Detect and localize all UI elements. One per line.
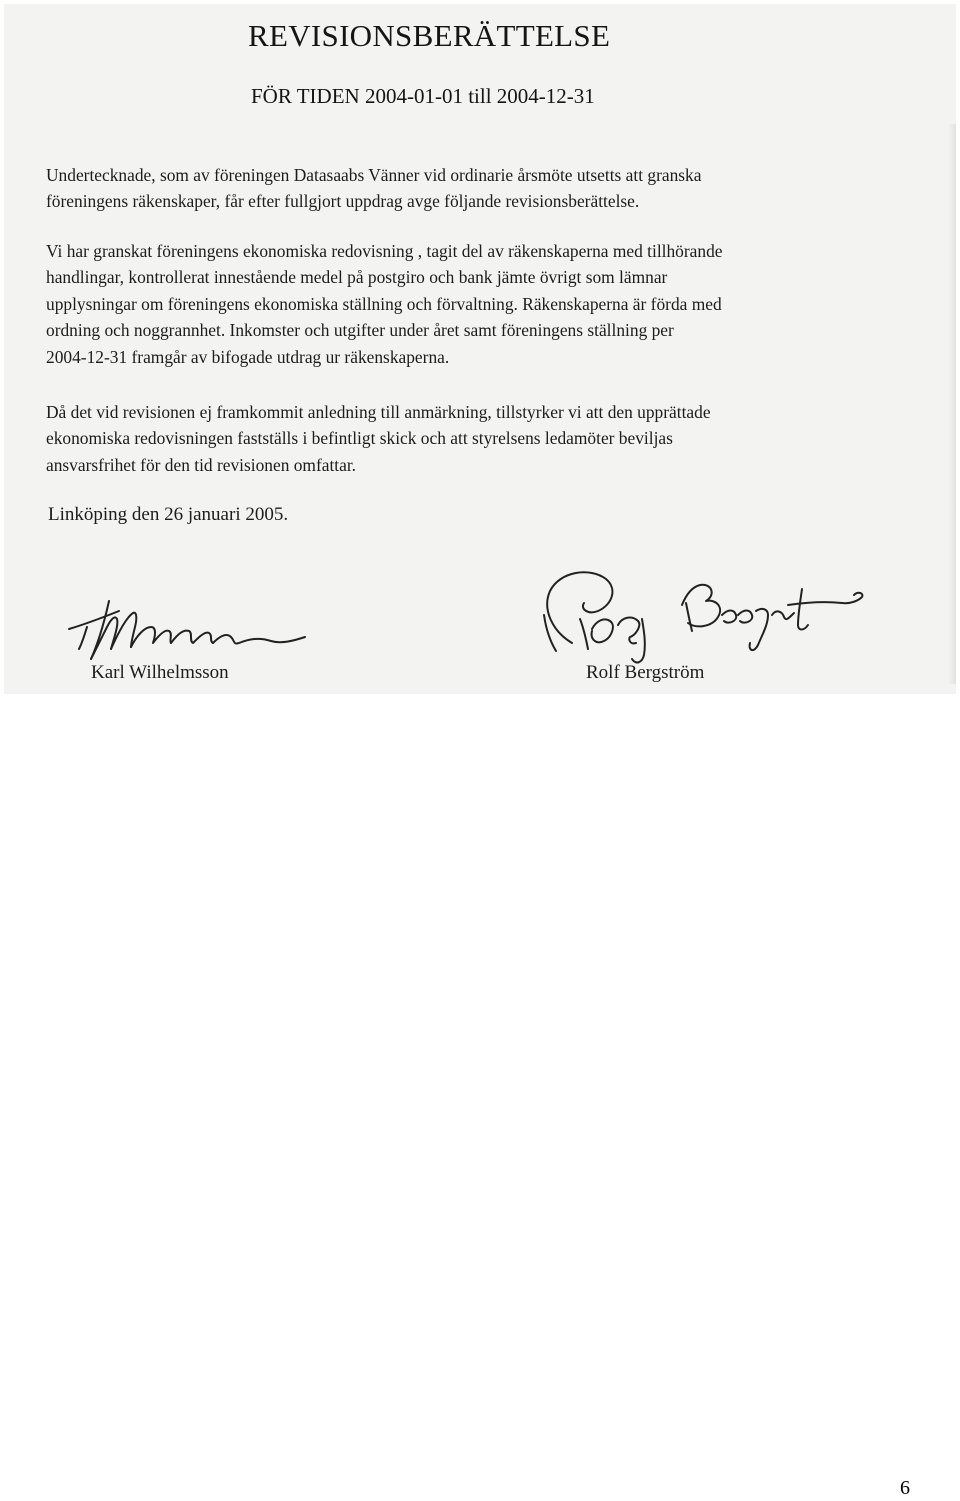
conclusion-paragraph xyxy=(46,399,914,478)
page-number: 6 xyxy=(900,1477,910,1499)
document-title: REVISIONSBERÄTTELSE xyxy=(248,18,611,53)
paragraph-line: ekonomiska redovisningen fastställs i befintligt skick och att styrelsens ledamöter beviljas xyxy=(46,428,673,449)
audit-period: FÖR TIDEN 2004-01-01 till 2004-12-31 xyxy=(251,84,595,108)
paragraph-line: handlingar, kontrollerat innestående medel på postgiro och bank jämte övrigt som lämnar xyxy=(46,267,668,288)
scan-edge-shadow xyxy=(948,124,956,684)
place-date: Linköping den 26 januari 2005. xyxy=(48,504,289,525)
intro-paragraph xyxy=(46,162,914,215)
paragraph-line: Då det vid revisionen ej framkommit anledning till anmärkning, tillstyrker vi att den upprättade xyxy=(46,402,711,422)
signature-rolf-bergstrom xyxy=(532,559,872,669)
signature-karl-wilhelmsson xyxy=(49,589,309,669)
paragraph-line: föreningens räkenskaper, får efter fullgjort uppdrag avge följande revisionsberättelse. xyxy=(46,191,640,212)
paragraph-line: Vi har granskat föreningens ekonomiska redovisning , tagit del av räkenskaperna med tillhörande xyxy=(46,241,723,261)
signatory-name-rolf: Rolf Bergström xyxy=(586,662,705,683)
scanned-document xyxy=(4,4,956,694)
audit-paragraph xyxy=(46,238,914,370)
paragraph-line: Undertecknade, som av föreningen Datasaabs Vänner vid ordinarie årsmöte utsetts att granska xyxy=(46,165,702,185)
paragraph-line: 2004-12-31 framgår av bifogade utdrag ur räkenskaperna. xyxy=(46,346,450,367)
signatory-name-karl: Karl Wilhelmsson xyxy=(91,662,229,683)
paragraph-line: ordning och noggrannhet. Inkomster och utgifter under året samt föreningens ställning per xyxy=(46,320,674,341)
paragraph-line: upplysningar om föreningens ekonomiska ställning och förvaltning. Räkenskaperna är förda med xyxy=(46,293,722,314)
paragraph-line: ansvarsfrihet för den tid revisionen omfattar. xyxy=(46,454,357,475)
